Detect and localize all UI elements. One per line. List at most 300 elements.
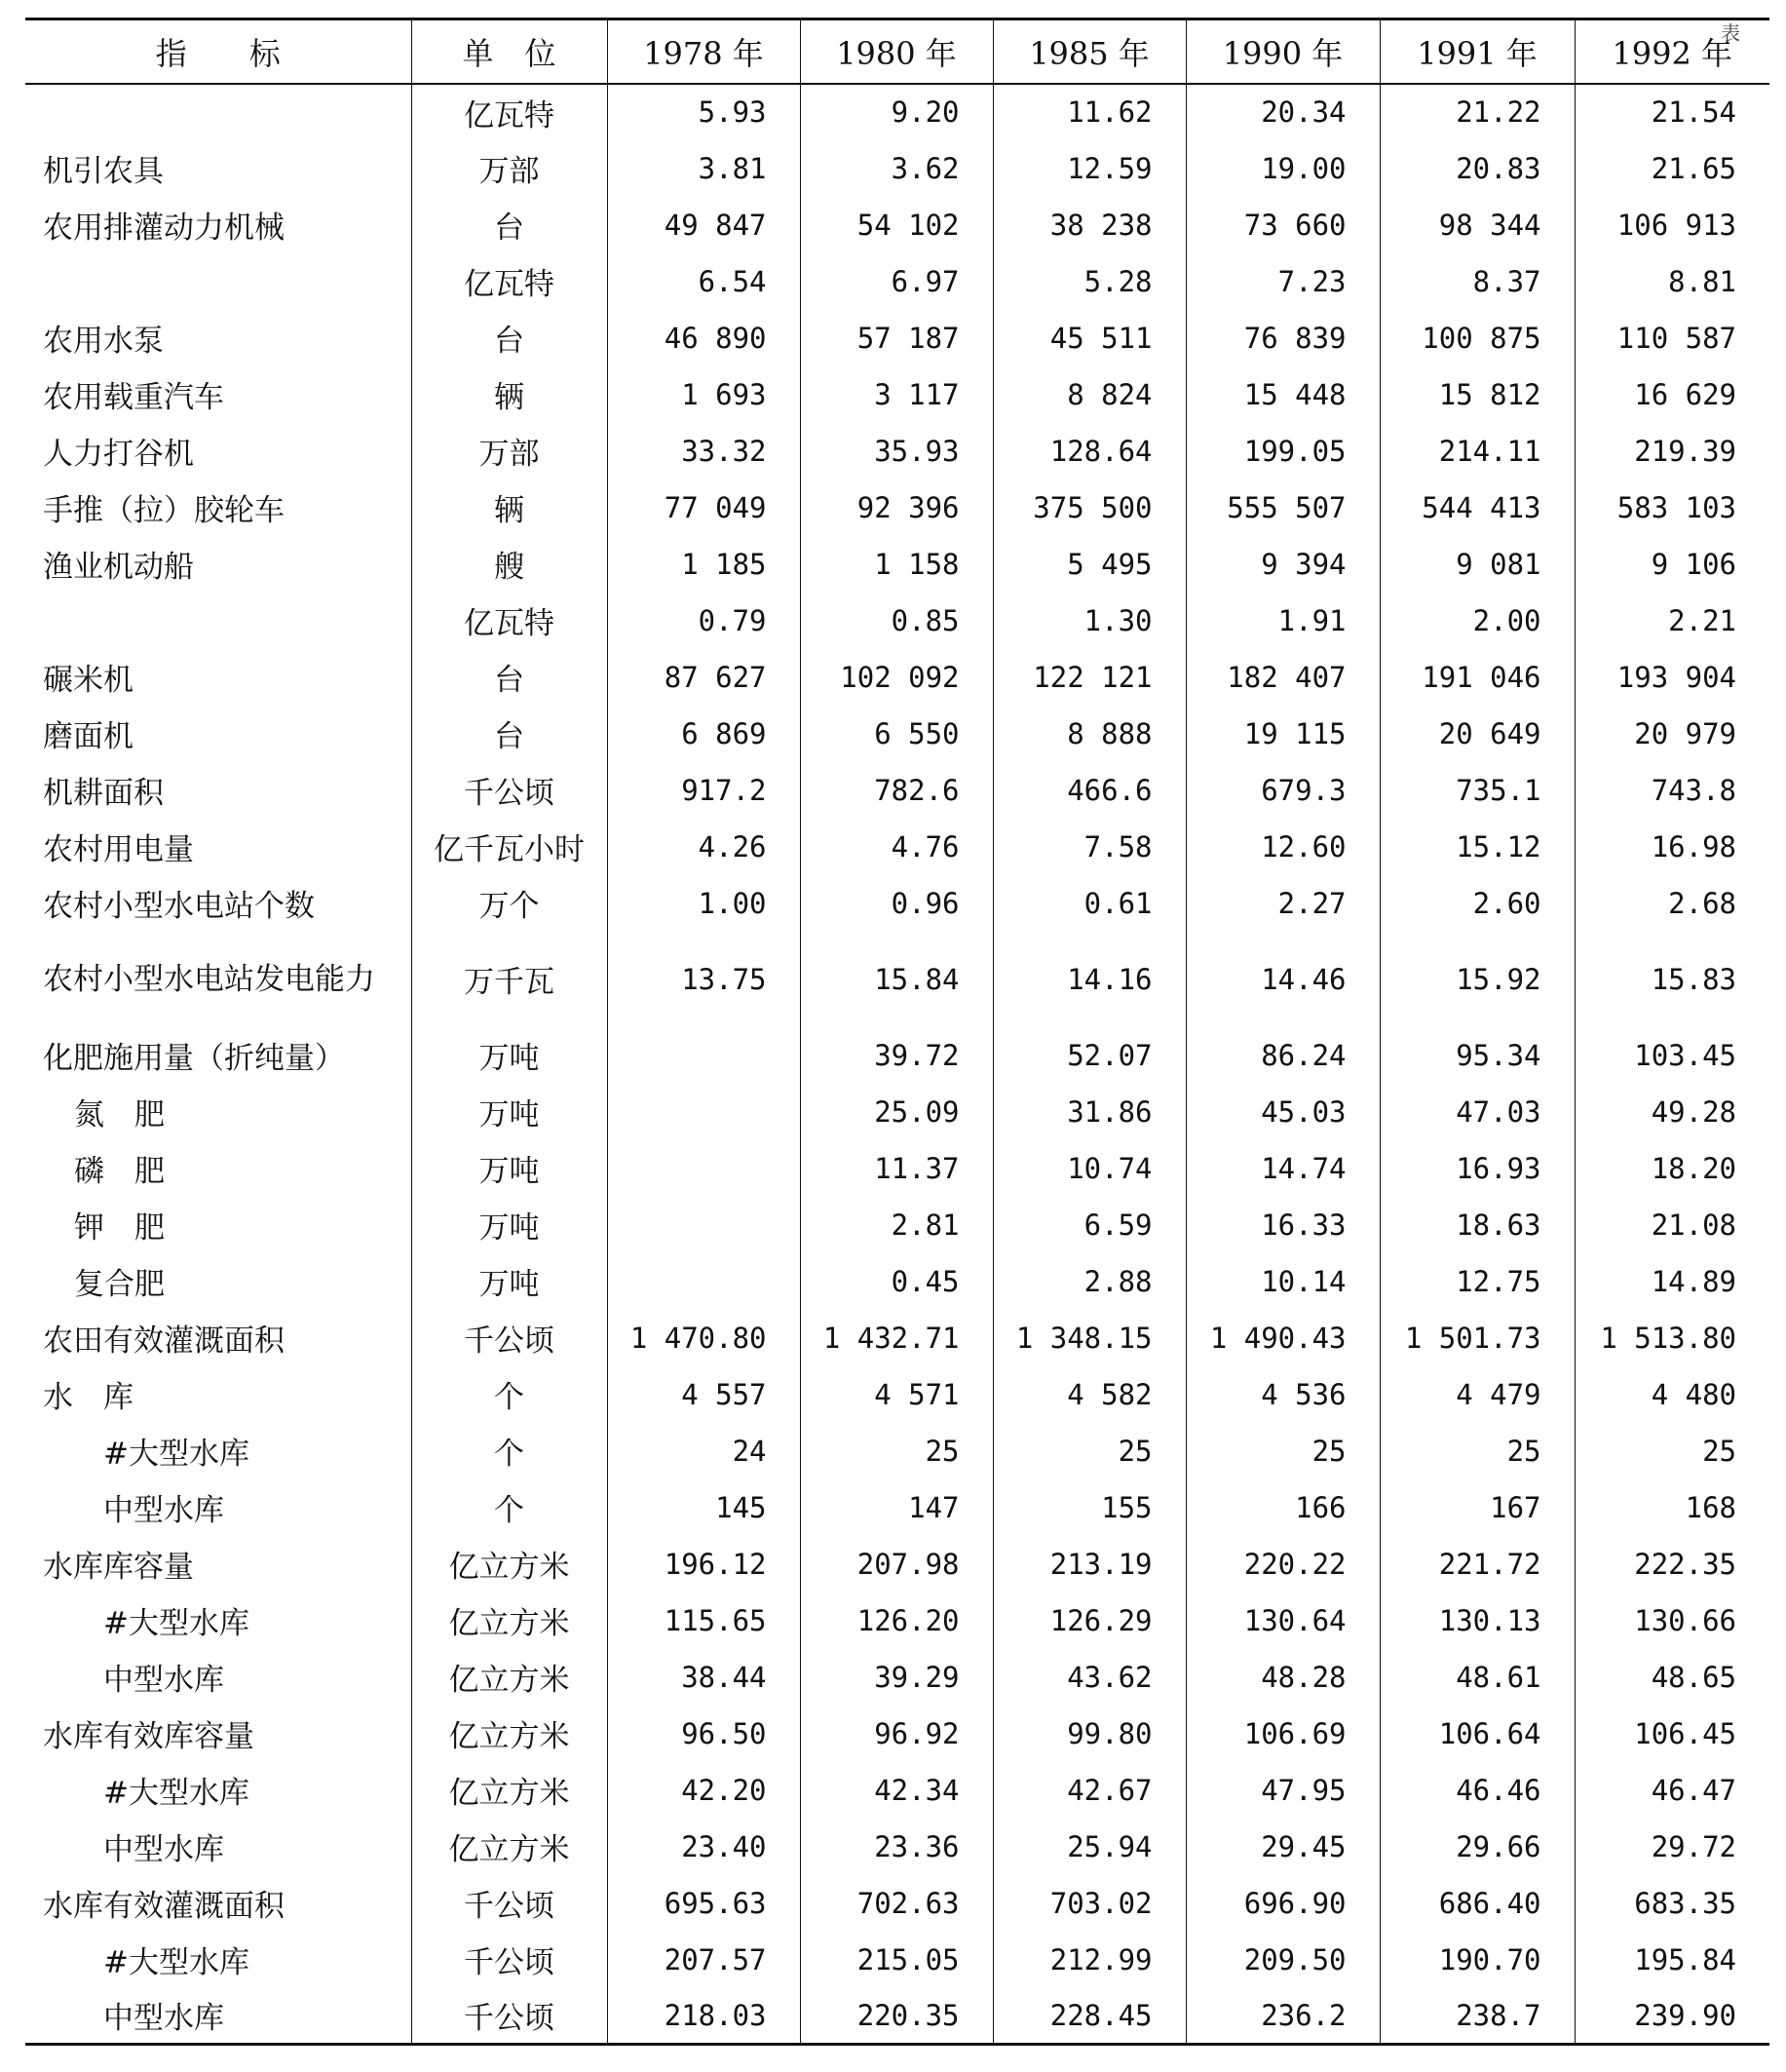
- value-cell: 3.81: [607, 140, 800, 197]
- value-cell: 9 394: [1186, 536, 1380, 593]
- value-cell: 703.02: [993, 1875, 1186, 1932]
- table-row: [25, 310, 1769, 366]
- value-cell: 46.46: [1380, 1762, 1575, 1819]
- unit-cell: 辆: [411, 366, 607, 423]
- value-cell: 73 660: [1186, 197, 1380, 253]
- value-cell: 1.91: [1186, 593, 1380, 649]
- value-cell: 29.72: [1575, 1819, 1769, 1875]
- value-cell: 1 501.73: [1380, 1310, 1575, 1366]
- value-cell: 199.05: [1186, 423, 1380, 480]
- value-cell: 193 904: [1575, 649, 1769, 706]
- value-cell: 16.98: [1575, 819, 1769, 875]
- unit-cell: 台: [411, 197, 607, 253]
- value-cell: 48.65: [1575, 1649, 1769, 1706]
- value-cell: 25: [1575, 1423, 1769, 1479]
- value-cell: 686.40: [1380, 1875, 1575, 1932]
- table-row: [25, 1592, 1769, 1649]
- unit-cell: 千公顷: [411, 1875, 607, 1932]
- value-cell: 96.92: [800, 1706, 993, 1762]
- unit-cell: 亿立方米: [411, 1536, 607, 1592]
- value-cell: 1 348.15: [993, 1310, 1186, 1366]
- unit-cell: 台: [411, 310, 607, 366]
- header-year-1991: 1991 年: [1380, 19, 1575, 84]
- header-year-1980: 1980 年: [800, 19, 993, 84]
- value-cell: 3 117: [800, 366, 993, 423]
- value-cell: 46 890: [607, 310, 800, 366]
- value-cell: 207.57: [607, 1932, 800, 1988]
- indicator-cell: [25, 84, 411, 140]
- value-cell: 695.63: [607, 1875, 800, 1932]
- table-body: [25, 84, 1769, 2045]
- value-cell: 466.6: [993, 762, 1186, 819]
- indicator-cell: 碾米机: [43, 663, 133, 698]
- value-cell: 29.45: [1186, 1819, 1380, 1875]
- value-cell: 102 092: [800, 649, 993, 706]
- table-row: [25, 423, 1769, 480]
- value-cell: 8.37: [1380, 253, 1575, 310]
- value-cell: 228.45: [993, 1988, 1186, 2045]
- value-cell: 21.08: [1575, 1197, 1769, 1253]
- value-cell: 166: [1186, 1479, 1380, 1536]
- value-cell: 13.75: [607, 932, 800, 1027]
- value-cell: 20.83: [1380, 140, 1575, 197]
- value-cell: 4.76: [800, 819, 993, 875]
- value-cell: 100 875: [1380, 310, 1575, 366]
- indicator-cell: 农村用电量: [43, 832, 194, 867]
- value-cell: [607, 1253, 800, 1310]
- value-cell: 0.85: [800, 593, 993, 649]
- indicator-cell: 钾 肥: [74, 1210, 165, 1246]
- value-cell: 21.65: [1575, 140, 1769, 197]
- value-cell: 0.61: [993, 875, 1186, 932]
- unit-cell: 千公顷: [411, 1310, 607, 1366]
- value-cell: 209.50: [1186, 1932, 1380, 1988]
- unit-cell: 千公顷: [411, 1988, 607, 2045]
- indicator-cell: 水 库: [43, 1380, 133, 1415]
- table-row: [25, 1027, 1769, 1084]
- unit-cell: 万部: [411, 423, 607, 480]
- value-cell: 2.21: [1575, 593, 1769, 649]
- value-cell: 19 115: [1186, 706, 1380, 762]
- value-cell: 12.60: [1186, 819, 1380, 875]
- indicator-cell: 人力打谷机: [43, 437, 194, 472]
- value-cell: 15 448: [1186, 366, 1380, 423]
- value-cell: 45.03: [1186, 1084, 1380, 1140]
- indicator-cell: 农用排灌动力机械: [43, 211, 285, 246]
- unit-cell: 亿立方米: [411, 1706, 607, 1762]
- table-row: [25, 366, 1769, 423]
- value-cell: 12.59: [993, 140, 1186, 197]
- table-row: [25, 1875, 1769, 1932]
- header-year-1985: 1985 年: [993, 19, 1186, 84]
- value-cell: 15.84: [800, 932, 993, 1027]
- value-cell: 9 081: [1380, 536, 1575, 593]
- table-row: [25, 1084, 1769, 1140]
- value-cell: 743.8: [1575, 762, 1769, 819]
- value-cell: 25.94: [993, 1819, 1186, 1875]
- indicator-cell: 磨面机: [43, 719, 133, 754]
- value-cell: 48.61: [1380, 1649, 1575, 1706]
- value-cell: 1 158: [800, 536, 993, 593]
- value-cell: 20 649: [1380, 706, 1575, 762]
- value-cell: 1.00: [607, 875, 800, 932]
- header-unit: 单 位: [411, 19, 607, 84]
- value-cell: 14.16: [993, 932, 1186, 1027]
- value-cell: 20 979: [1575, 706, 1769, 762]
- value-cell: 42.67: [993, 1762, 1186, 1819]
- indicator-cell: 机引农具: [43, 154, 164, 189]
- indicator-cell: 农田有效灌溉面积: [43, 1324, 285, 1359]
- table-row: [25, 932, 1769, 1027]
- value-cell: 45 511: [993, 310, 1186, 366]
- value-cell: 917.2: [607, 762, 800, 819]
- value-cell: 106.64: [1380, 1706, 1575, 1762]
- statistics-table-page: [25, 18, 1769, 2046]
- value-cell: 214.11: [1380, 423, 1575, 480]
- unit-cell: 万吨: [411, 1027, 607, 1084]
- value-cell: 126.29: [993, 1592, 1186, 1649]
- value-cell: 11.37: [800, 1140, 993, 1197]
- value-cell: 167: [1380, 1479, 1575, 1536]
- unit-cell: 亿千瓦小时: [411, 819, 607, 875]
- value-cell: 16.93: [1380, 1140, 1575, 1197]
- value-cell: 87 627: [607, 649, 800, 706]
- value-cell: 16 629: [1575, 366, 1769, 423]
- table-row: [25, 1423, 1769, 1479]
- unit-cell: 个: [411, 1479, 607, 1536]
- value-cell: 7.23: [1186, 253, 1380, 310]
- value-cell: 1 470.80: [607, 1310, 800, 1366]
- indicator-cell: 中型水库: [25, 1988, 411, 2045]
- value-cell: 126.20: [800, 1592, 993, 1649]
- unit-cell: 万吨: [411, 1253, 607, 1310]
- value-cell: 76 839: [1186, 310, 1380, 366]
- unit-cell: 万个: [411, 875, 607, 932]
- value-cell: 4 571: [800, 1366, 993, 1423]
- value-cell: 1.30: [993, 593, 1186, 649]
- value-cell: 10.14: [1186, 1253, 1380, 1310]
- indicator-cell: #大型水库: [103, 1606, 249, 1641]
- value-cell: 106.45: [1575, 1706, 1769, 1762]
- value-cell: 4 557: [607, 1366, 800, 1423]
- value-cell: 47.95: [1186, 1762, 1380, 1819]
- agricultural-statistics-table: [25, 18, 1769, 2046]
- table-row: [25, 1197, 1769, 1253]
- value-cell: 35.93: [800, 423, 993, 480]
- value-cell: 98 344: [1380, 197, 1575, 253]
- value-cell: 25.09: [800, 1084, 993, 1140]
- value-cell: 0.96: [800, 875, 993, 932]
- value-cell: 47.03: [1380, 1084, 1575, 1140]
- value-cell: 25: [800, 1423, 993, 1479]
- value-cell: 212.99: [993, 1932, 1186, 1988]
- value-cell: 6 869: [607, 706, 800, 762]
- value-cell: 57 187: [800, 310, 993, 366]
- value-cell: 8 824: [993, 366, 1186, 423]
- value-cell: 0.45: [800, 1253, 993, 1310]
- value-cell: 1 490.43: [1186, 1310, 1380, 1366]
- unit-cell: 个: [411, 1423, 607, 1479]
- value-cell: 1 432.71: [800, 1310, 993, 1366]
- value-cell: 1 693: [607, 366, 800, 423]
- table-row: [25, 1649, 1769, 1706]
- value-cell: 7.58: [993, 819, 1186, 875]
- indicator-cell: #大型水库: [103, 1776, 249, 1811]
- table-row: [25, 1366, 1769, 1423]
- indicator-cell: 水库有效库容量: [43, 1719, 254, 1754]
- value-cell: 702.63: [800, 1875, 993, 1932]
- value-cell: 207.98: [800, 1536, 993, 1592]
- indicator-cell: 复合肥: [74, 1267, 165, 1302]
- unit-cell: 亿瓦特: [411, 84, 607, 140]
- value-cell: 2.00: [1380, 593, 1575, 649]
- value-cell: 6.97: [800, 253, 993, 310]
- unit-cell: 亿立方米: [411, 1819, 607, 1875]
- value-cell: 213.19: [993, 1536, 1186, 1592]
- value-cell: 122 121: [993, 649, 1186, 706]
- unit-cell: 艘: [411, 536, 607, 593]
- table-row: [25, 593, 1769, 649]
- value-cell: 6.59: [993, 1197, 1186, 1253]
- corner-mark: 表: [1721, 21, 1740, 45]
- indicator-cell: 化肥施用量（折纯量）: [43, 1041, 345, 1076]
- table-row: [25, 1536, 1769, 1592]
- value-cell: 23.40: [607, 1819, 800, 1875]
- unit-cell: 亿立方米: [411, 1649, 607, 1706]
- indicator-cell: 农村小型水电站个数: [43, 889, 315, 924]
- value-cell: 103.45: [1575, 1027, 1769, 1084]
- value-cell: 5.93: [607, 84, 800, 140]
- indicator-cell: 水库库容量: [43, 1550, 194, 1585]
- table-row: [25, 706, 1769, 762]
- value-cell: 39.72: [800, 1027, 993, 1084]
- header-indicator: 指 标: [25, 19, 411, 84]
- table-row: [25, 1706, 1769, 1762]
- table-row: [25, 1253, 1769, 1310]
- indicator-cell: 磷 肥: [74, 1154, 165, 1189]
- value-cell: 3.62: [800, 140, 993, 197]
- value-cell: 583 103: [1575, 480, 1769, 536]
- value-cell: 145: [607, 1479, 800, 1536]
- value-cell: 168: [1575, 1479, 1769, 1536]
- value-cell: 14.46: [1186, 932, 1380, 1027]
- value-cell: 77 049: [607, 480, 800, 536]
- value-cell: 54 102: [800, 197, 993, 253]
- unit-cell: 万千瓦: [411, 932, 607, 1027]
- value-cell: 15.12: [1380, 819, 1575, 875]
- unit-cell: 亿立方米: [411, 1762, 607, 1819]
- value-cell: 1 185: [607, 536, 800, 593]
- value-cell: 8 888: [993, 706, 1186, 762]
- table-row: [25, 875, 1769, 932]
- value-cell: 4 480: [1575, 1366, 1769, 1423]
- value-cell: 14.74: [1186, 1140, 1380, 1197]
- table-row: [25, 1762, 1769, 1819]
- value-cell: 38.44: [607, 1649, 800, 1706]
- header-year-1978: 1978 年: [607, 19, 800, 84]
- value-cell: 128.64: [993, 423, 1186, 480]
- unit-cell: 台: [411, 706, 607, 762]
- value-cell: 6 550: [800, 706, 993, 762]
- value-cell: 92 396: [800, 480, 993, 536]
- value-cell: 21.22: [1380, 84, 1575, 140]
- unit-cell: 千公顷: [411, 762, 607, 819]
- indicator-cell: 手推（拉）胶轮车: [43, 493, 285, 528]
- value-cell: 130.64: [1186, 1592, 1380, 1649]
- value-cell: 19.00: [1186, 140, 1380, 197]
- value-cell: 52.07: [993, 1027, 1186, 1084]
- header-year-1992: 1992 年: [1575, 19, 1769, 84]
- value-cell: 9.20: [800, 84, 993, 140]
- value-cell: 2.81: [800, 1197, 993, 1253]
- value-cell: 106.69: [1186, 1706, 1380, 1762]
- value-cell: 4 536: [1186, 1366, 1380, 1423]
- value-cell: 49 847: [607, 197, 800, 253]
- table-row: [25, 536, 1769, 593]
- value-cell: 115.65: [607, 1592, 800, 1649]
- unit-cell: 万部: [411, 140, 607, 197]
- value-cell: 9 106: [1575, 536, 1769, 593]
- value-cell: 6.54: [607, 253, 800, 310]
- unit-cell: 千公顷: [411, 1932, 607, 1988]
- unit-cell: 台: [411, 649, 607, 706]
- unit-cell: 万吨: [411, 1084, 607, 1140]
- table-row: [25, 762, 1769, 819]
- value-cell: 236.2: [1186, 1988, 1380, 2045]
- indicator-cell: 农用载重汽车: [43, 380, 224, 415]
- value-cell: 735.1: [1380, 762, 1575, 819]
- value-cell: 20.34: [1186, 84, 1380, 140]
- value-cell: 38 238: [993, 197, 1186, 253]
- value-cell: 4.26: [607, 819, 800, 875]
- value-cell: 220.22: [1186, 1536, 1380, 1592]
- value-cell: 49.28: [1575, 1084, 1769, 1140]
- value-cell: 5.28: [993, 253, 1186, 310]
- value-cell: 95.34: [1380, 1027, 1575, 1084]
- value-cell: 110 587: [1575, 310, 1769, 366]
- table-row: [25, 1479, 1769, 1536]
- indicator-cell: 氮 肥: [74, 1097, 165, 1132]
- table-row: [25, 1140, 1769, 1197]
- value-cell: 215.05: [800, 1932, 993, 1988]
- value-cell: 21.54: [1575, 84, 1769, 140]
- unit-cell: 亿瓦特: [411, 253, 607, 310]
- value-cell: 106 913: [1575, 197, 1769, 253]
- table-row: [25, 1988, 1769, 2045]
- table-row: [25, 480, 1769, 536]
- value-cell: 99.80: [993, 1706, 1186, 1762]
- table-row: [25, 197, 1769, 253]
- value-cell: 191 046: [1380, 649, 1575, 706]
- unit-cell: 辆: [411, 480, 607, 536]
- value-cell: 1 513.80: [1575, 1310, 1769, 1366]
- value-cell: 2.88: [993, 1253, 1186, 1310]
- value-cell: [607, 1084, 800, 1140]
- table-row: [25, 649, 1769, 706]
- indicator-cell: 中型水库: [103, 1832, 224, 1867]
- value-cell: 46.47: [1575, 1762, 1769, 1819]
- value-cell: 18.20: [1575, 1140, 1769, 1197]
- value-cell: [607, 1140, 800, 1197]
- value-cell: 221.72: [1380, 1536, 1575, 1592]
- value-cell: 39.29: [800, 1649, 993, 1706]
- value-cell: 11.62: [993, 84, 1186, 140]
- value-cell: 155: [993, 1479, 1186, 1536]
- value-cell: 239.90: [1575, 1988, 1769, 2045]
- table-row: [25, 253, 1769, 310]
- value-cell: 43.62: [993, 1649, 1186, 1706]
- value-cell: 555 507: [1186, 480, 1380, 536]
- indicator-cell: #大型水库: [103, 1437, 249, 1472]
- value-cell: 5 495: [993, 536, 1186, 593]
- value-cell: 48.28: [1186, 1649, 1380, 1706]
- value-cell: 23.36: [800, 1819, 993, 1875]
- value-cell: 42.34: [800, 1762, 993, 1819]
- value-cell: 42.20: [607, 1762, 800, 1819]
- value-cell: 12.75: [1380, 1253, 1575, 1310]
- unit-cell: 万吨: [411, 1140, 607, 1197]
- indicator-cell: 中型水库: [103, 1493, 224, 1528]
- value-cell: 8.81: [1575, 253, 1769, 310]
- indicator-cell: #大型水库: [103, 1945, 249, 1980]
- value-cell: 16.33: [1186, 1197, 1380, 1253]
- unit-cell: 万吨: [411, 1197, 607, 1253]
- value-cell: 2.68: [1575, 875, 1769, 932]
- value-cell: 238.7: [1380, 1988, 1575, 2045]
- unit-cell: 亿立方米: [411, 1592, 607, 1649]
- indicator-cell: 农村小型水电站发电能力: [43, 961, 375, 997]
- value-cell: [607, 1027, 800, 1084]
- indicator-cell: [25, 253, 411, 310]
- value-cell: 15.83: [1575, 932, 1769, 1027]
- table-row: [25, 819, 1769, 875]
- value-cell: 25: [1186, 1423, 1380, 1479]
- value-cell: 2.27: [1186, 875, 1380, 932]
- value-cell: 683.35: [1575, 1875, 1769, 1932]
- value-cell: 130.66: [1575, 1592, 1769, 1649]
- value-cell: 31.86: [993, 1084, 1186, 1140]
- value-cell: 190.70: [1380, 1932, 1575, 1988]
- value-cell: 29.66: [1380, 1819, 1575, 1875]
- indicator-cell: 机耕面积: [43, 776, 164, 811]
- header-year-1990: 1990 年: [1186, 19, 1380, 84]
- value-cell: 4 479: [1380, 1366, 1575, 1423]
- table-row: [25, 1310, 1769, 1366]
- value-cell: 25: [1380, 1423, 1575, 1479]
- table-row: [25, 1932, 1769, 1988]
- table-header-row: [25, 19, 1769, 84]
- value-cell: 0.79: [607, 593, 800, 649]
- value-cell: 4 582: [993, 1366, 1186, 1423]
- value-cell: 196.12: [607, 1536, 800, 1592]
- value-cell: 86.24: [1186, 1027, 1380, 1084]
- value-cell: 2.60: [1380, 875, 1575, 932]
- value-cell: 375 500: [993, 480, 1186, 536]
- value-cell: 222.35: [1575, 1536, 1769, 1592]
- value-cell: 544 413: [1380, 480, 1575, 536]
- value-cell: 679.3: [1186, 762, 1380, 819]
- value-cell: 24: [607, 1423, 800, 1479]
- value-cell: 25: [993, 1423, 1186, 1479]
- value-cell: 182 407: [1186, 649, 1380, 706]
- indicator-cell: 水库有效灌溉面积: [43, 1889, 285, 1924]
- value-cell: [607, 1197, 800, 1253]
- value-cell: 96.50: [607, 1706, 800, 1762]
- value-cell: 10.74: [993, 1140, 1186, 1197]
- value-cell: 14.89: [1575, 1253, 1769, 1310]
- value-cell: 15.92: [1380, 932, 1575, 1027]
- indicator-cell: 中型水库: [103, 1663, 224, 1698]
